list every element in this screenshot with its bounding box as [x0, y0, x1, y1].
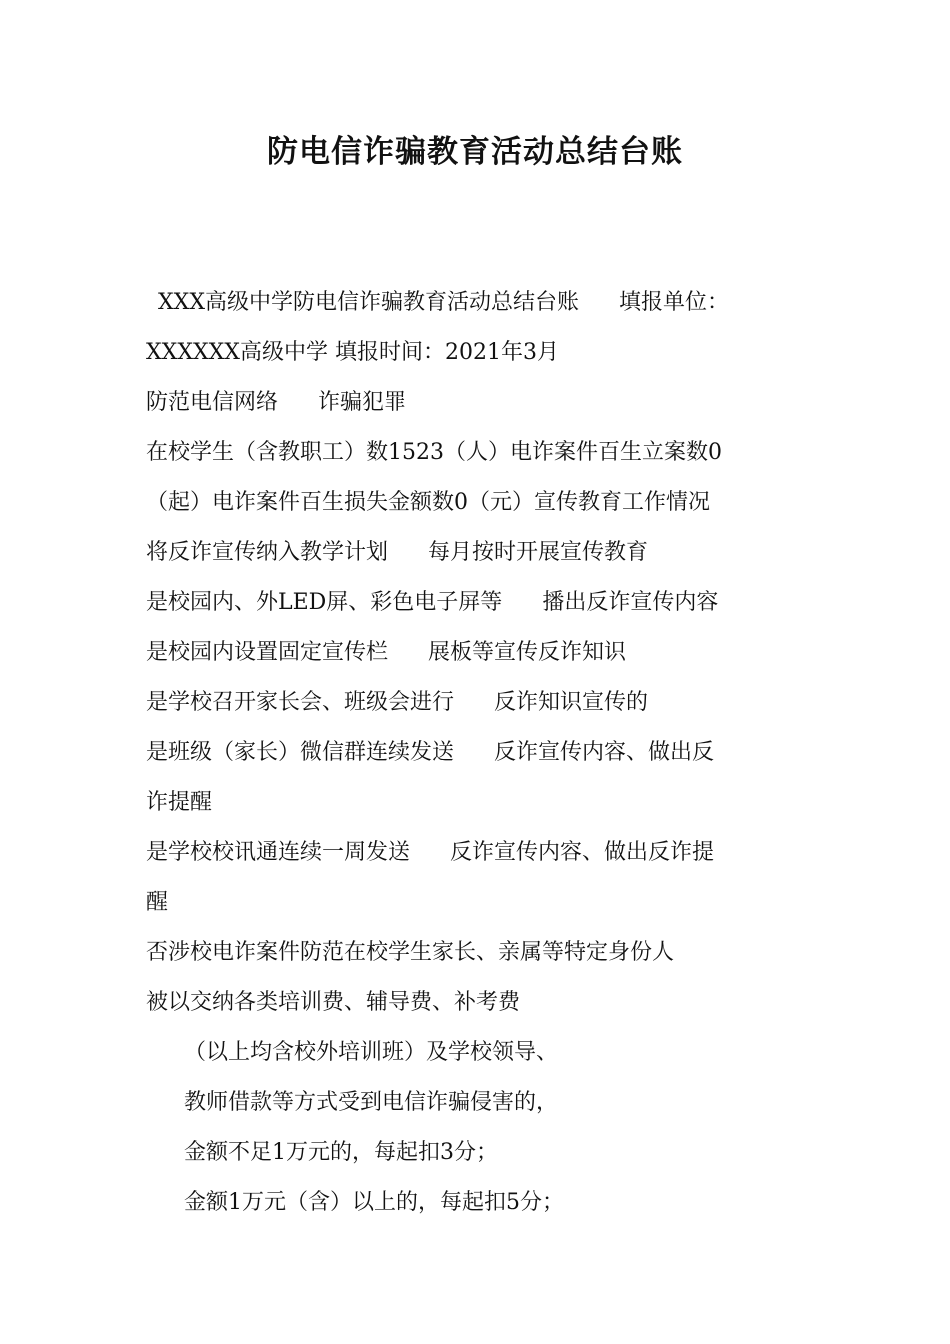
text-line: [146, 1128, 816, 1178]
text-line: [146, 1178, 816, 1228]
text-segment: （起）电诈案件百生损失金额数0（元）宣传教育工作情况: [146, 490, 710, 515]
text-segment: XXXXXX高级中学 填报时间：2021年3月: [146, 340, 559, 365]
text-segment: 诈提醒: [146, 790, 213, 815]
text-line: [146, 428, 816, 478]
text-line: [146, 328, 816, 378]
text-segment: 是校园内、外LED屏、彩色电子屏等: [146, 590, 503, 615]
text-line: [146, 978, 816, 1028]
text-line: [146, 478, 816, 528]
text-line: [146, 1078, 816, 1128]
text-segment: 播出反诈宣传内容: [542, 590, 719, 615]
text-segment: 金额不足1万元的，每起扣3分；: [184, 1140, 498, 1165]
text-line: [146, 278, 816, 328]
text-segment: 每月按时开展宣传教育: [428, 540, 649, 565]
text-segment: 醒: [146, 890, 169, 915]
text-line: [146, 378, 816, 428]
text-line: [146, 528, 816, 578]
text-segment: （以上均含校外培训班）及学校领导、: [184, 1040, 559, 1065]
text-segment: 否涉校电诈案件防范在校学生家长、亲属等特定身份人: [146, 940, 675, 965]
document-body: [146, 278, 816, 1228]
text-segment: 展板等宣传反诈知识: [428, 640, 627, 665]
text-segment: 反诈宣传内容、做出反: [494, 740, 715, 765]
text-segment: 将反诈宣传纳入教学计划: [146, 540, 389, 565]
text-segment: 是学校召开家长会、班级会进行: [146, 690, 455, 715]
text-line: [146, 1028, 816, 1078]
text-line: [146, 728, 816, 778]
text-segment: 教师借款等方式受到电信诈骗侵害的，: [184, 1090, 559, 1115]
text-segment: 被以交纳各类培训费、辅导费、补考费: [146, 990, 521, 1015]
text-line: [146, 928, 816, 978]
text-line: [146, 828, 816, 878]
text-line: [146, 578, 816, 628]
text-segment: 反诈宣传内容、做出反诈提: [450, 840, 715, 865]
text-line: [146, 628, 816, 678]
text-segment: 反诈知识宣传的: [494, 690, 649, 715]
text-segment: 防范电信网络: [146, 390, 279, 415]
text-segment: 在校学生（含教职工）数1523（人）电诈案件百生立案数0: [146, 440, 722, 465]
text-segment: 是学校校讯通连续一周发送: [146, 840, 411, 865]
text-line: [146, 678, 816, 728]
text-segment: XXX高级中学防电信诈骗教育活动总结台账: [158, 290, 579, 315]
text-segment: 填报单位：: [619, 290, 730, 315]
text-segment: 诈骗犯罪: [318, 390, 407, 415]
text-segment: 是班级（家长）微信群连续发送: [146, 740, 455, 765]
text-segment: 是校园内设置固定宣传栏: [146, 640, 389, 665]
document-title: 防电信诈骗教育活动总结台账: [267, 134, 683, 170]
text-line: [146, 778, 816, 828]
text-line: [146, 878, 816, 928]
text-segment: 金额1万元（含）以上的，每起扣5分；: [184, 1190, 564, 1215]
